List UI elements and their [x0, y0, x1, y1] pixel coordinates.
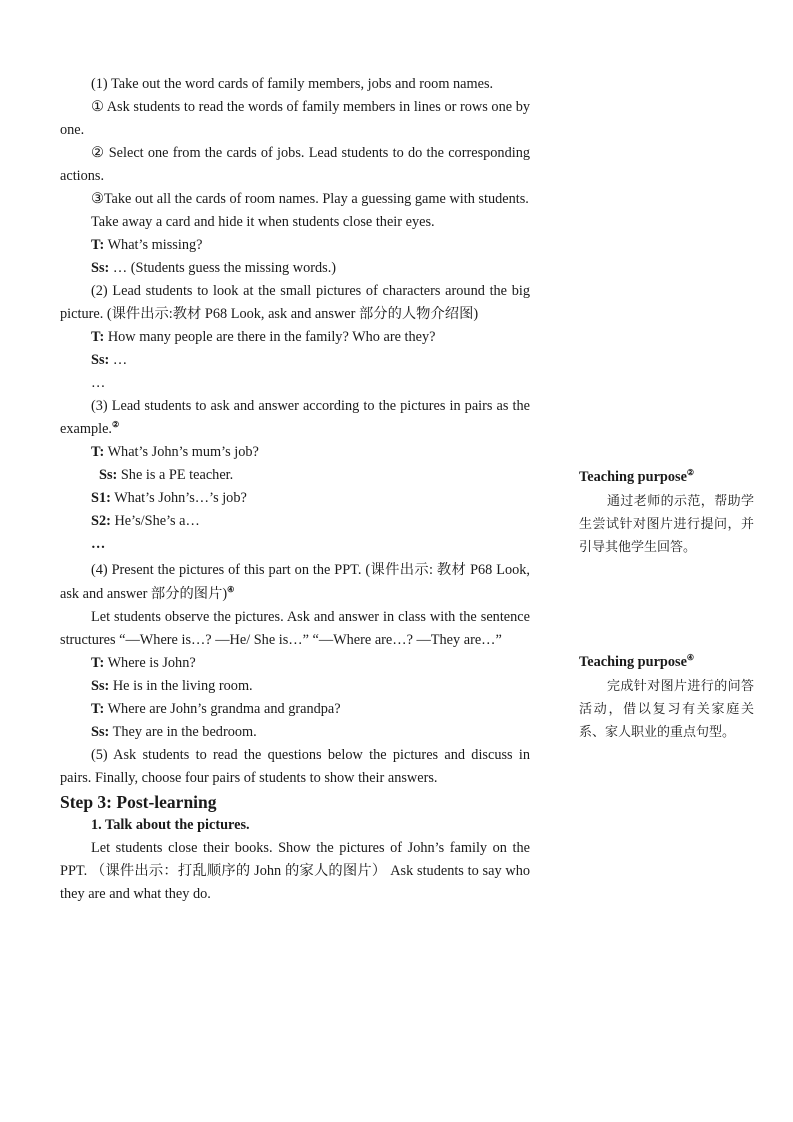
- speaker: T:: [91, 655, 105, 671]
- speaker: T:: [91, 237, 105, 253]
- dialogue-line: [60, 257, 530, 280]
- section-heading: Step 3: Post-learning: [60, 792, 217, 812]
- speaker: Ss:: [99, 467, 118, 483]
- note-title: [579, 651, 754, 674]
- dialogue-line: [60, 349, 530, 372]
- instruction-paragraph: Take away a card and hide it when students close their eyes.: [91, 214, 435, 230]
- teaching-purpose-note: [579, 466, 754, 558]
- note-text: 通过老师的示范，帮助学生尝试针对图片进行提问，并引导其他学生回答。: [579, 493, 754, 554]
- note-title-text: Teaching purpose: [579, 654, 687, 670]
- ellipsis: …: [91, 536, 106, 552]
- dialogue-line: [60, 487, 530, 510]
- step-4-paragraph: [60, 558, 530, 606]
- teaching-purpose-note: [579, 651, 754, 743]
- paragraph-text: (3) Lead students to ask and answer according to the pictures in pairs as the example.: [60, 398, 530, 437]
- activity-3-paragraph: ③Take out all the cards of room names. Play a guessing game with students.: [91, 191, 529, 207]
- post-learning-paragraph: Let students close their books. Show the pictures of John’s family on the PPT. （课件出示：打乱顺序的 John 的家人的图片） Ask students to say who they are and what they do.: [60, 840, 530, 902]
- note-text: 完成针对图片进行的问答活动，借以复习有关家庭关系、家人职业的重点句型。: [579, 678, 754, 739]
- line-text: She is a PE teacher.: [117, 467, 234, 483]
- step-3-paragraph: [60, 395, 530, 441]
- dialogue-line: [60, 675, 530, 698]
- footnote-marker: ②: [112, 420, 120, 430]
- line-text: …: [109, 352, 128, 368]
- line-text: What’s John’s mum’s job?: [104, 444, 259, 460]
- step-1-paragraph: (1) Take out the word cards of family members, jobs and room names.: [91, 76, 494, 92]
- observation-paragraph: Let students observe the pictures. Ask and answer in class with the sentence structures “—Where is…? —He/ She is…” “—Where are…? —They are…”: [60, 609, 530, 648]
- dialogue-line: [60, 326, 530, 349]
- line-text: He is in the living room.: [109, 678, 253, 694]
- line-text: He’s/She’s a…: [110, 513, 200, 529]
- note-marker: ④: [686, 653, 695, 663]
- dialogue-line: [60, 441, 530, 464]
- dialogue-line: [60, 510, 530, 533]
- paragraph-text: (4) Present the pictures of this part on the PPT. (课件出示: 教材 P68 Look, ask and answer 部分的图片): [60, 562, 530, 602]
- speaker: T:: [91, 444, 105, 460]
- line-text: Where are John’s grandma and grandpa?: [104, 701, 341, 717]
- line-text: How many people are there in the family? Who are they?: [104, 329, 436, 345]
- speaker: S1:: [91, 490, 111, 506]
- ellipsis: …: [91, 375, 106, 391]
- lesson-body: [60, 73, 530, 906]
- dialogue-line: [60, 652, 530, 675]
- speaker: Ss:: [91, 678, 110, 694]
- footnote-marker: ④: [227, 585, 235, 595]
- dialogue-line: [60, 698, 530, 721]
- speaker: Ss:: [91, 260, 110, 276]
- activity-1-paragraph: ① Ask students to read the words of family members in lines or rows one by one.: [60, 99, 530, 138]
- line-text: Where is John?: [104, 655, 196, 671]
- speaker: Ss:: [91, 724, 110, 740]
- note-marker: ②: [686, 468, 695, 478]
- speaker: T:: [91, 329, 105, 345]
- dialogue-line: [60, 721, 530, 744]
- dialogue-line: [60, 464, 530, 487]
- subsection-heading: 1. Talk about the pictures.: [91, 817, 250, 833]
- step-5-paragraph: (5) Ask students to read the questions below the pictures and discuss in pairs. Finally, choose four pairs of students to show their answers.: [60, 747, 530, 786]
- dialogue-line: [60, 234, 530, 257]
- speaker: T:: [91, 701, 105, 717]
- line-text: What’s missing?: [104, 237, 203, 253]
- activity-2-paragraph: ② Select one from the cards of jobs. Lead students to do the corresponding actions.: [60, 145, 530, 184]
- line-text: They are in the bedroom.: [109, 724, 257, 740]
- speaker: Ss:: [91, 352, 110, 368]
- line-text: What’s John’s…’s job?: [110, 490, 247, 506]
- line-text: … (Students guess the missing words.): [109, 260, 337, 276]
- note-title-text: Teaching purpose: [579, 469, 687, 485]
- step-2-paragraph: (2) Lead students to look at the small pictures of characters around the big picture. (课件出示:教材 P68 Look, ask and answer 部分的人物介绍图): [60, 283, 530, 322]
- note-title: [579, 466, 754, 489]
- speaker: S2:: [91, 513, 111, 529]
